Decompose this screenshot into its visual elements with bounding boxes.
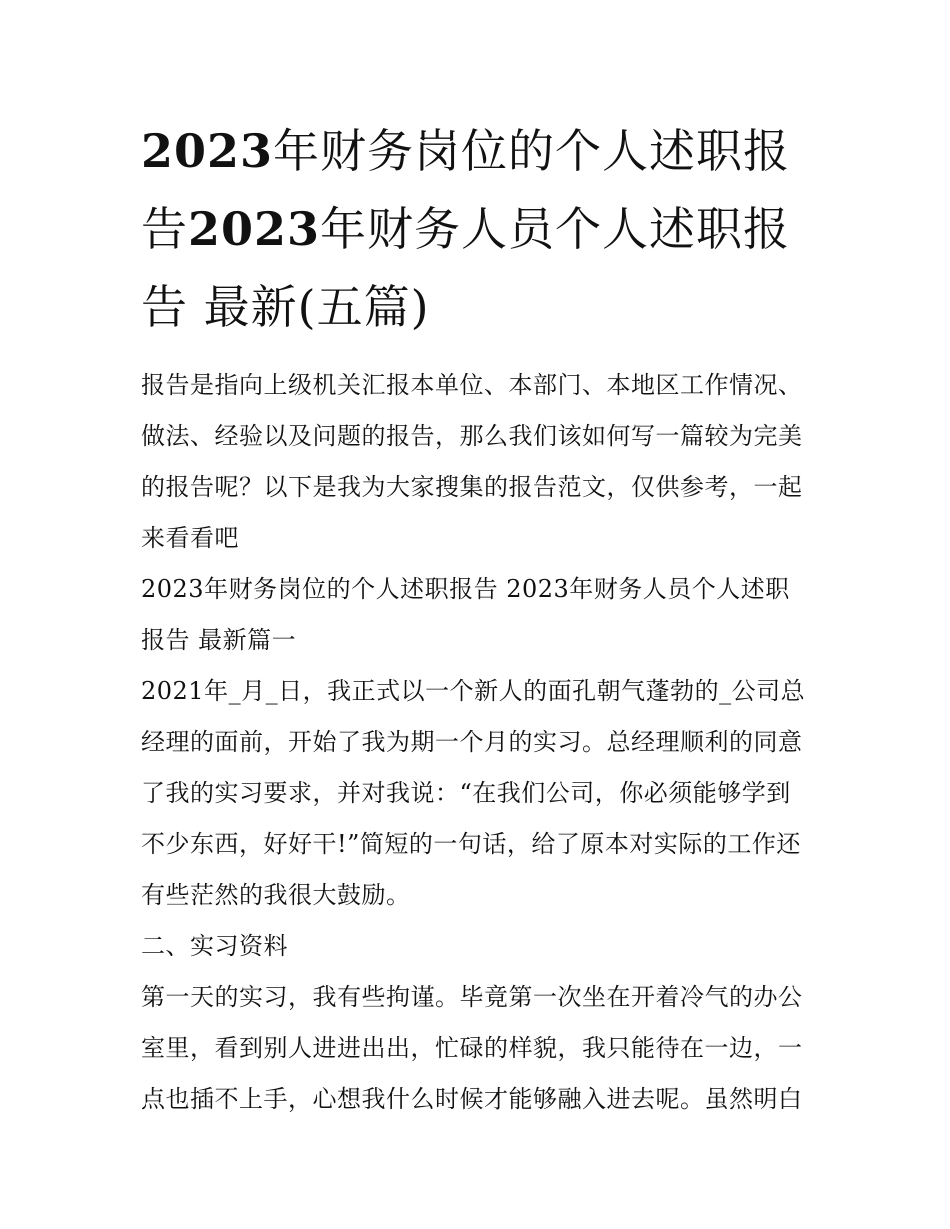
document-page xyxy=(141,112,813,1125)
intro-paragraph: 报告是指向上级机关汇报本单位、本部门、本地区工作情况、做法、经验以及问题的报告，那么我们该如何写一篇较为完美的报告呢？以下是我为大家搜集的报告范文，仅供参考，一起来看看吧 xyxy=(141,371,803,552)
title-year-1: 2023 xyxy=(141,124,274,178)
document-title xyxy=(141,112,813,346)
section-heading-1: 2023年财务岗位的个人述职报告 2023年财务人员个人述职报告 最新篇一 xyxy=(141,575,790,654)
section-heading-2: 二、实习资料 xyxy=(141,932,288,960)
body-paragraph-2: 第一天的实习，我有些拘谨。毕竟第一次坐在开着冷气的办公室里，看到别人进进出出，忙碌的样貌，我只能待在一边，一点也插不上手，心想我什么时候才能够融入进去呢。虽然明白 xyxy=(141,983,803,1113)
body-paragraph-1: 2021年_月_日，我正式以一个新人的面孔朝气蓬勃的_公司总经理的面前，开始了我为期一个月的实习。总经理顺利的同意了我的实习要求，并对我说：“在我们公司，你必须能够学到不少东西，好好干!”简短的一句话，给了原本对实际的工作还有些茫然的我很大鼓励。 xyxy=(141,677,806,909)
title-year-2: 2023 xyxy=(188,202,321,256)
title-text-2: 年财务人员个人述职报告 最新(五篇) xyxy=(141,202,791,334)
title-text-1: 年财务岗位的个人述职报告 xyxy=(141,124,791,256)
